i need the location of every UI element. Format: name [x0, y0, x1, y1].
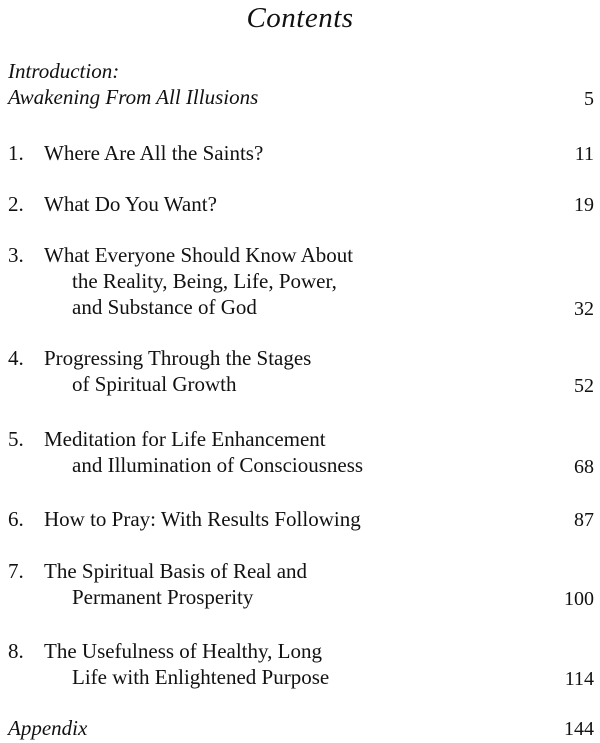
toc-entry-chapter-4[interactable]	[0, 345, 600, 397]
toc-entry-chapter-3[interactable]	[0, 242, 600, 320]
chapter-page-number: 87	[574, 509, 594, 531]
chapter-title-line: The Usefulness of Healthy, Long	[44, 639, 322, 663]
chapter-title-line: What Do You Want?	[44, 192, 217, 216]
chapter-title-line: of Spiritual Growth	[72, 372, 237, 396]
chapter-number: 7.	[8, 559, 24, 583]
appendix-label: Appendix	[8, 716, 88, 740]
chapter-number: 5.	[8, 427, 24, 451]
chapter-title-line: the Reality, Being, Life, Power,	[72, 269, 337, 293]
chapter-title-line: Meditation for Life Enhancement	[44, 427, 326, 451]
introduction-title: Awakening From All Illusions	[8, 85, 259, 109]
chapter-title-line: Progressing Through the Stages	[44, 346, 312, 370]
toc-entry-chapter-5[interactable]	[0, 426, 600, 478]
chapter-number: 4.	[8, 346, 24, 370]
chapter-number: 6.	[8, 507, 24, 531]
chapter-title-line: The Spiritual Basis of Real and	[44, 559, 308, 583]
chapter-title-line: Life with Enlightened Purpose	[72, 665, 330, 689]
chapter-page-number: 68	[574, 456, 594, 478]
chapter-page-number: 19	[574, 194, 594, 216]
chapter-title-line: What Everyone Should Know About	[44, 243, 354, 267]
page-title: Contents	[246, 2, 354, 34]
chapter-page-number: 11	[574, 143, 594, 165]
chapter-number: 2.	[8, 192, 24, 216]
chapter-title-line: Permanent Prosperity	[72, 585, 254, 609]
introduction-page-number: 5	[584, 88, 594, 110]
chapter-title-line: Where Are All the Saints?	[44, 141, 264, 165]
chapter-number: 3.	[8, 243, 24, 267]
toc-entry-chapter-6[interactable]	[0, 506, 600, 532]
chapter-page-number: 32	[574, 298, 594, 320]
toc-entry-chapter-8[interactable]	[0, 638, 600, 690]
introduction-label: Introduction:	[8, 59, 120, 83]
toc-entry-chapter-1[interactable]	[0, 140, 600, 166]
toc-entry-chapter-7[interactable]	[0, 558, 600, 610]
toc-entry-appendix[interactable]	[0, 715, 600, 741]
chapter-number: 1.	[8, 141, 24, 165]
chapter-page-number: 114	[564, 668, 594, 690]
chapter-title-line: and Substance of God	[72, 295, 257, 319]
chapter-number: 8.	[8, 639, 24, 663]
toc-entry-introduction[interactable]	[0, 58, 600, 110]
appendix-page-number: 144	[564, 718, 594, 740]
toc-entry-chapter-2[interactable]	[0, 191, 600, 217]
chapter-title-line: How to Pray: With Results Following	[44, 507, 361, 531]
chapter-page-number: 100	[564, 588, 594, 610]
chapter-page-number: 52	[574, 375, 594, 397]
chapter-title-line: and Illumination of Consciousness	[72, 453, 364, 477]
